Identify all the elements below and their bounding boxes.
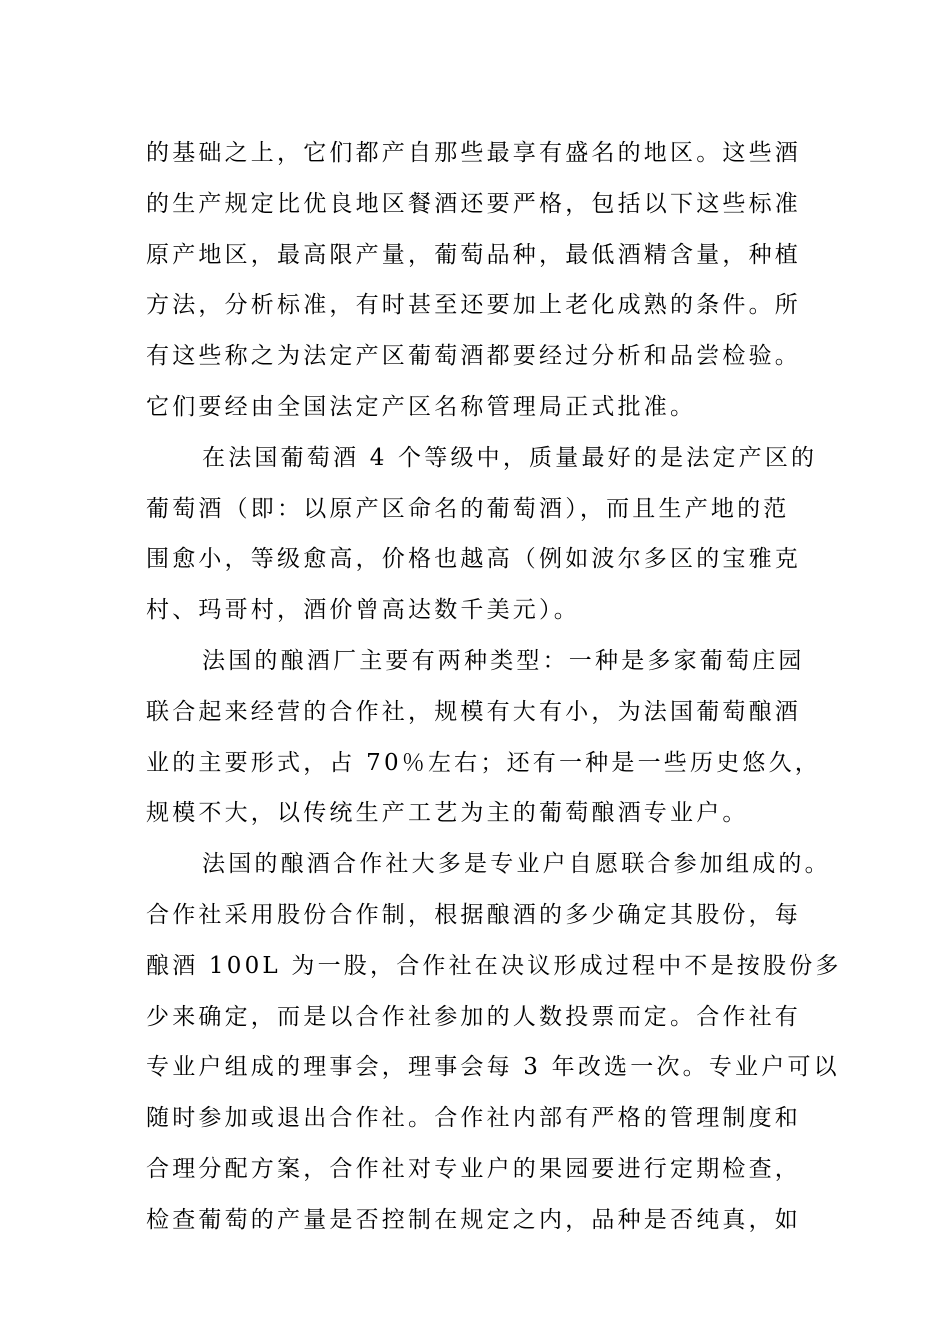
text-line: 随时参加或退出合作社。合作社内部有严格的管理制度和 [146, 1105, 801, 1132]
text-line: 专业户组成的理事会，理事会每 3 年改选一次。专业户可以 [146, 1054, 840, 1081]
text-line: 联合起来经营的合作社，规模有大有小，为法国葡萄酿酒 [146, 698, 801, 725]
text-line: 法国的酿酒厂主要有两种类型：一种是多家葡萄庄园 [202, 647, 805, 674]
text-line: 葡萄酒（即：以原产区命名的葡萄酒），而且生产地的范 [146, 495, 790, 522]
text-line: 在法国葡萄酒 4 个等级中，质量最好的是法定产区的 [202, 444, 818, 471]
text-line: 少来确定，而是以合作社参加的人数投票而定。合作社有 [146, 1003, 801, 1030]
text-line: 业的主要形式，占 70％左右；还有一种是一些历史悠久， [146, 749, 821, 776]
document-body [146, 128, 842, 1246]
text-line: 合理分配方案，合作社对专业户的果园要进行定期检查， [146, 1155, 801, 1182]
text-line: 的生产规定比优良地区餐酒还要严格，包括以下这些标准 [146, 190, 801, 217]
text-line: 围愈小，等级愈高，价格也越高（例如波尔多区的宝雅克 [146, 546, 801, 573]
text-line: 村、玛哥村，酒价曾高达数千美元）。 [146, 597, 580, 624]
text-line: 检查葡萄的产量是否控制在规定之内，品种是否纯真，如 [146, 1206, 801, 1233]
text-line: 有这些称之为法定产区葡萄酒都要经过分析和品尝检验。 [146, 343, 801, 370]
text-line: 原产地区，最高限产量，葡萄品种，最低酒精含量，种植 [146, 241, 801, 268]
text-line: 合作社采用股份合作制，根据酿酒的多少确定其股份，每 [146, 901, 801, 928]
text-line: 它们要经由全国法定产区名称管理局正式批准。 [146, 393, 697, 420]
text-line: 规模不大，以传统生产工艺为主的葡萄酿酒专业户。 [146, 800, 749, 827]
text-line: 方法，分析标准，有时甚至还要加上老化成熟的条件。所 [146, 292, 801, 319]
text-line: 酿酒 100L 为一股，合作社在决议形成过程中不是按股份多 [146, 952, 842, 979]
text-line: 法国的酿酒合作社大多是专业户自愿联合参加组成的。 [202, 851, 831, 878]
text-line: 的基础之上，它们都产自那些最享有盛名的地区。这些酒 [146, 140, 801, 166]
